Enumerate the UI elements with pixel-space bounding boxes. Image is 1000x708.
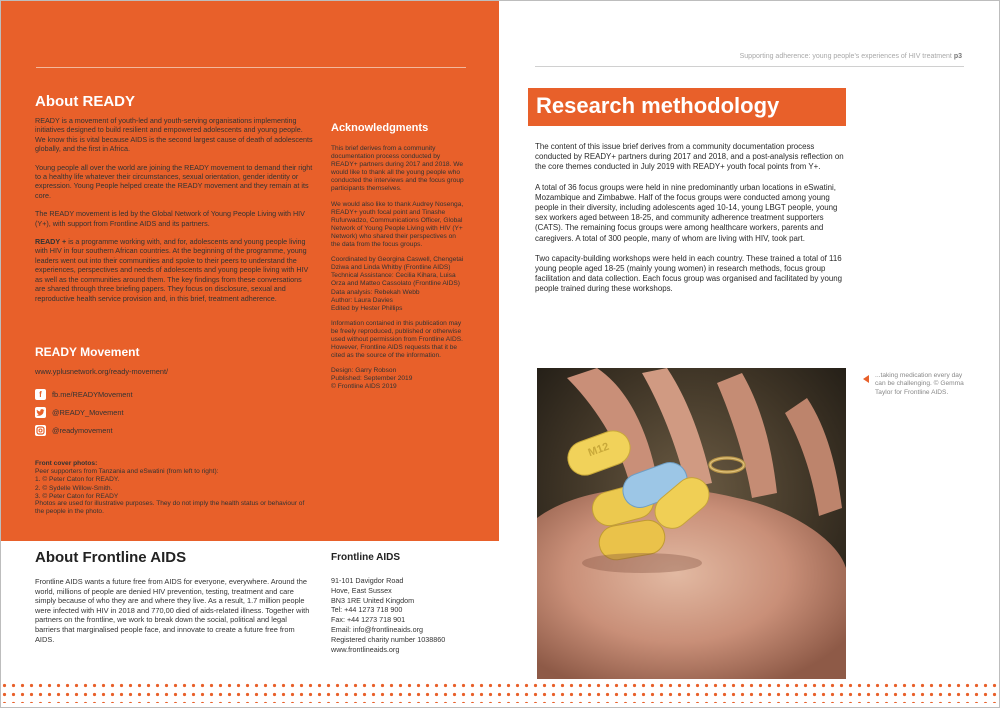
about-ready-body bbox=[35, 116, 313, 312]
pills-in-hand-photo bbox=[537, 368, 846, 679]
instagram-handle: @readymovement bbox=[52, 425, 113, 435]
caption-pointer-icon bbox=[863, 375, 869, 383]
fax-number: Fax: +44 1273 718 901 bbox=[331, 615, 406, 625]
photo-disclaimer: Photos are used for illustrative purposes. They do not imply the health status or behaviour of the people in the photo. bbox=[35, 500, 305, 516]
address-line: 91-101 Davigdor Road bbox=[331, 576, 404, 585]
phone-number: Tel: +44 1273 718 900 bbox=[331, 605, 403, 615]
acknowledgments-body bbox=[331, 145, 466, 399]
ready-plus-paragraph bbox=[35, 237, 313, 303]
pill-imprint: M12 bbox=[586, 440, 611, 460]
methodology-body bbox=[535, 142, 847, 305]
about-ready-paragraph: Young people all over the world are joining the READY movement to demand their right to a healthy life whatever their circumstances, sexual orientation, gender identity or expression. Young People helped create the READY movement and they remain at its core. bbox=[35, 162, 313, 200]
address-line: Hove, East Sussex bbox=[331, 585, 392, 595]
social-links bbox=[35, 367, 305, 439]
email-address[interactable]: Email: info@frontlineaids.org bbox=[331, 624, 423, 634]
reproduction-notice: Information contained in this publication may be freely reproduced, published or otherwise used without permission from Frontline AIDS. However, Frontline AIDS requests that it be cited as the source of the information. bbox=[331, 319, 463, 360]
credits-paragraph: Coordinated by Georgina Caswell, Chengetai Dziwa and Linda Whitby (Frontline AIDS) Technical Assistance: Cecilia Kihara, Luisa Orza and Matteo Cassolato (Frontline AIDS) Data analysis: Rebekah Webb Author: Laura Davies Edited by Hester Phillips bbox=[331, 256, 464, 312]
top-divider bbox=[36, 67, 466, 68]
frontline-contact-heading: Frontline AIDS bbox=[331, 552, 401, 563]
twitter-link[interactable] bbox=[35, 403, 305, 421]
ready-movement-link[interactable]: www.yplusnetwork.org/ready-movement/ bbox=[35, 367, 169, 376]
methodology-paragraph: A total of 36 focus groups were held in nine predominantly urban locations in eSwatini, Mozambique and Zimbabwe. Half of the focus groups were conducted among young people in their diversity, including adolescents aged 10-14, young LBGT people, young sex workers aged between 18-25, and community adherence treatment supporters (CATS). The remaining focus groups were among healthcare workers, parents and caregivers. A total of 300 people, many of whom are living with HIV, took part. bbox=[535, 182, 838, 243]
acknowledgments-paragraph: We would also like to thank Audrey Nosenga, READY+ youth focal point and Tinashe Rufurwadzo, Communications Officer, Global Network of Young People Living with HIV (Y+ Network) who shared their perspectives on the data from the focus groups. bbox=[331, 200, 464, 249]
about-frontline-heading: About Frontline AIDS bbox=[35, 549, 187, 566]
frontline-contact-details bbox=[331, 576, 481, 654]
page-title: Research methodology bbox=[536, 93, 780, 118]
twitter-icon bbox=[35, 407, 46, 418]
methodology-paragraph: The content of this issue brief derives from a community documentation process conducted by READY+ partners during 2017 and 2018, and a post-analysis reflection on the core themes conducted in July 2019 with READY+ youth focal points from Y+. bbox=[535, 142, 844, 172]
about-ready-paragraph: READY is a movement of youth-led and youth-serving organisations implementing initiatives designed to build resilient and empowered adolescents and young people. We know this is vital because AIDS is the second largest cause of death of adolescents globally, and the first in Africa. bbox=[35, 116, 313, 154]
facebook-handle: fb.me/READYMovement bbox=[52, 389, 133, 399]
section-title-bar bbox=[528, 88, 846, 126]
design-publication-info: Design: Garry Robson Published: September 2019 © Frontline AIDS 2019 bbox=[331, 367, 413, 391]
instagram-icon bbox=[35, 425, 46, 436]
cover-photo-credits bbox=[35, 460, 305, 501]
about-frontline-body: Frontline AIDS wants a future free from AIDS for everyone, everywhere. Around the world, millions of people are denied HIV prevention, testing, treatment and care simply because of who they are and where they live. As a result, 1.7 million people were infected with HIV in 2018 and 770,00 died of aids-related illness. Together with partners on the frontline, we work to break down the social, political and legal barriers that marginalised people face, and innovate to create a future free from AIDS. bbox=[35, 577, 310, 644]
photo-illustration bbox=[537, 368, 846, 679]
dotted-footer-pattern bbox=[0, 681, 1000, 703]
photo-caption: ...taking medication every day can be challenging. © Gemma Taylor for Frontline AIDS. bbox=[875, 372, 964, 396]
website-link[interactable]: www.frontlineaids.org bbox=[331, 644, 400, 654]
facebook-icon: f bbox=[35, 389, 46, 400]
instagram-link[interactable] bbox=[35, 421, 305, 439]
cover-photo-credit-line: 1. © Peter Caton for READY. bbox=[35, 476, 120, 484]
ready-plus-text: is a programme working with, and for, adolescents and young people living with HIV in four southern African countries. At the beginning of the programme, young leaders went out into their communities and spoke to their peers to understand the experiences, perspectives and needs of adolescents and young people living with HIV as well as the communities around them. The key findings from these conversations are shared through three briefing papers. They focus on disclosure, sexual and reproductive health service provision and, in this brief, treatment adherence. bbox=[35, 237, 309, 303]
twitter-handle: @READY_Movement bbox=[52, 407, 124, 417]
facebook-link[interactable] bbox=[35, 385, 305, 403]
cover-photo-credit-line: 3. © Peter Caton for READY bbox=[35, 492, 119, 500]
page-number: p3 bbox=[953, 53, 962, 60]
running-header bbox=[740, 53, 962, 60]
charity-number: Registered charity number 1038860 bbox=[331, 634, 446, 644]
cover-photo-credit-line: 2. © Sydelle Willow-Smith. bbox=[35, 484, 113, 492]
acknowledgments-heading: Acknowledgments bbox=[331, 122, 429, 134]
running-header-title: Supporting adherence: young people's experiences of HIV treatment bbox=[739, 53, 952, 60]
header-divider bbox=[535, 66, 964, 67]
cover-photo-credits-title: Front cover photos: bbox=[35, 460, 98, 467]
acknowledgments-paragraph: This brief derives from a community documentation process conducted by READY+ partners during 2017 and 2018. We would like to thank all the young people who conducted the interviews and the focus group participants themselves. bbox=[331, 145, 464, 193]
ready-plus-label: READY + bbox=[35, 237, 67, 247]
about-ready-paragraph: The READY movement is led by the Global Network of Young People Living with HIV (Y+), with support from Frontline AIDS and its partners. bbox=[35, 209, 305, 228]
about-ready-heading: About READY bbox=[35, 93, 135, 110]
methodology-paragraph: Two capacity-building workshops were held in each country. These trained a total of 116 young people aged 18-25 (mainly young women) in research methods, focus group facilitation and data collection. Each focus group was organised and facilitated by young people trained during these workshops. bbox=[535, 253, 843, 294]
ready-movement-heading: READY Movement bbox=[35, 345, 140, 359]
address-line: BN3 1RE United Kingdom bbox=[331, 595, 415, 605]
cover-photo-credit-line: Peer supporters from Tanzania and eSwatini (from left to right): bbox=[35, 468, 219, 476]
